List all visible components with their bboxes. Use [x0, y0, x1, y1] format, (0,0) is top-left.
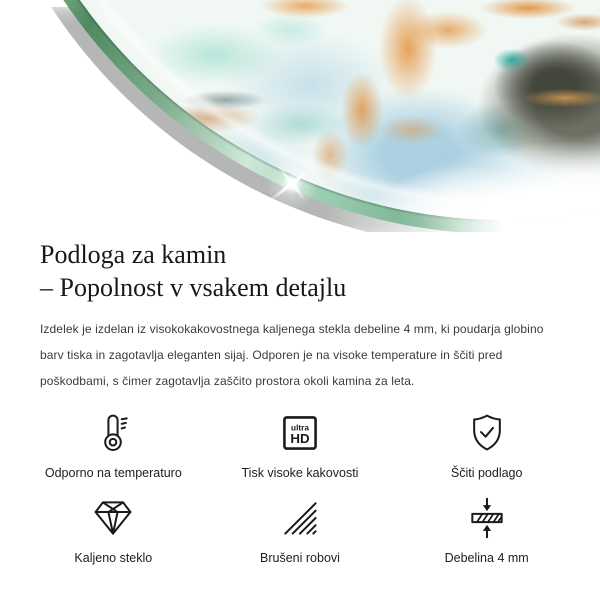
feature-label: Ščiti podlago [450, 466, 523, 480]
feature-polished-edges [207, 495, 394, 566]
page-title-line2: – Popolnost v vsakem detajlu [40, 273, 347, 302]
feature-label: Tisk visoke kakovosti [241, 466, 359, 480]
feature-print-quality [207, 410, 394, 481]
feature-label: Kaljeno steklo [74, 551, 153, 565]
thermometer-icon [91, 410, 135, 456]
feature-label: Odporno na temperaturo [44, 466, 182, 480]
shield-check-icon [465, 410, 509, 456]
feature-label: Debelina 4 mm [444, 551, 529, 565]
product-description: Izdelek je izdelan iz visokokakovostnega kaljenega stekla debeline 4 mm, ki poudarja globino barv tiska in zagotavlja eleganten sijaj. Odporen je na visoke temperature in ščiti pred poškodbami, s čimer zagotavlja zaščito prostora okoli kamina za leta. [40, 322, 544, 388]
feature-label: Brušeni robovi [260, 551, 340, 565]
product-image [0, 0, 600, 232]
page-title-line1: Podloga za kamin [40, 240, 227, 269]
feature-grid [20, 410, 580, 566]
ultra-hd-badge-bottom: HD [290, 431, 310, 447]
feature-protects [393, 410, 580, 481]
ultra-hd-badge-top: ultra [291, 423, 309, 433]
feature-temperature [20, 410, 207, 481]
ultra-hd-icon [278, 410, 322, 456]
diamond-icon [91, 495, 135, 541]
thickness-icon [465, 495, 509, 541]
feature-tempered-glass [20, 495, 207, 566]
feature-thickness [393, 495, 580, 566]
brushed-edges-icon [278, 495, 322, 541]
page-title [40, 238, 560, 304]
product-info-section [0, 238, 600, 394]
